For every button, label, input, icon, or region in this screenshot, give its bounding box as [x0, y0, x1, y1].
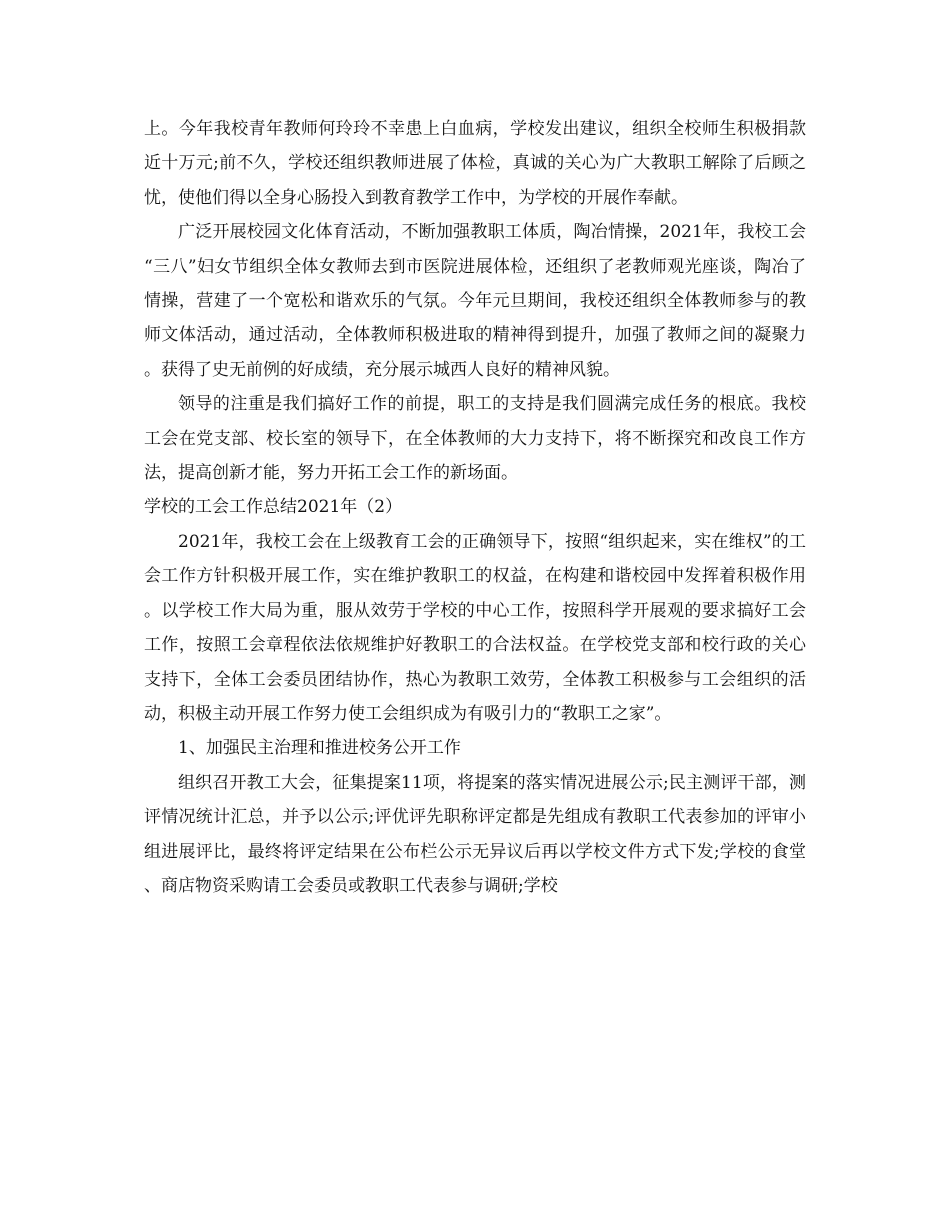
paragraph-leadership-support: 领导的注重是我们搞好工作的前提，职工的支持是我们圆满完成任务的根底。我校工会在党支部、校长室的领导下，在全体教师的大力支持下，将不断探究和改良工作方法，提高创新才能，努力开拓工会工作的新场面。	[144, 394, 806, 484]
section-heading: 学校的工会工作总结2021年（2）	[144, 497, 403, 518]
subheading-democratic-management: 1、加强民主治理和推进校务公开工作	[178, 738, 461, 759]
paragraph-culture-sports-activities: 广泛开展校园文化体育活动，不断加强教职工体质，陶冶情操，2021年，我校工会“三八”妇女节组织全体女教师去到市医院进展体检，还组织了老教师观光座谈，陶冶了情操，营建了一个宽松和谐欢乐的气氛。今年元旦期间，我校还组织全体教师参与的教师文体活动，通过活动，全体教师积极进取的精神得到提升，加强了教师之间的凝聚力。获得了史无前例的好成绩，充分展示城西人良好的精神风貌。	[144, 222, 806, 380]
paragraph-union-work-2021: 2021年，我校工会在上级教育工会的正确领导下，按照“组织起来，实在维权”的工会工作方针积极开展工作，实在维护教职工的权益，在构建和谐校园中发挥着积极作用。以学校工作大局为重，服从效劳于学校的中心工作，按照科学开展观的要求搞好工会工作，按照工会章程依法依规维护好教职工的合法权益。在学校党支部和校行政的关心支持下，全体工会委员团结协作，热心为教职工效劳，全体教工积极参与工会组织的活动，积极主动开展工作努力使工会组织成为有吸引力的“教职工之家”。	[144, 531, 806, 724]
document-body	[144, 112, 806, 903]
paragraph-continuation: 上。今年我校青年教师何玲玲不幸患上白血病，学校发出建议，组织全校师生积极捐款近十万元;前不久，学校还组织教师进展了体检，真诚的关心为广大教职工解除了后顾之忧，使他们得以全身心肠投入到教育教学工作中，为学校的开展作奉献。	[144, 119, 806, 208]
paragraph-staff-meeting-proposals: 组织召开教工大会，征集提案11项，将提案的落实情况进展公示;民主测评干部，测评情况统计汇总，并予以公示;评优评先职称评定都是先组成有教职工代表参加的评审小组进展评比，最终将评定结果在公布栏公示无异议后再以学校文件方式下发;学校的食堂、商店物资采购请工会委员或教职工代表参与调研;学校	[144, 772, 806, 896]
